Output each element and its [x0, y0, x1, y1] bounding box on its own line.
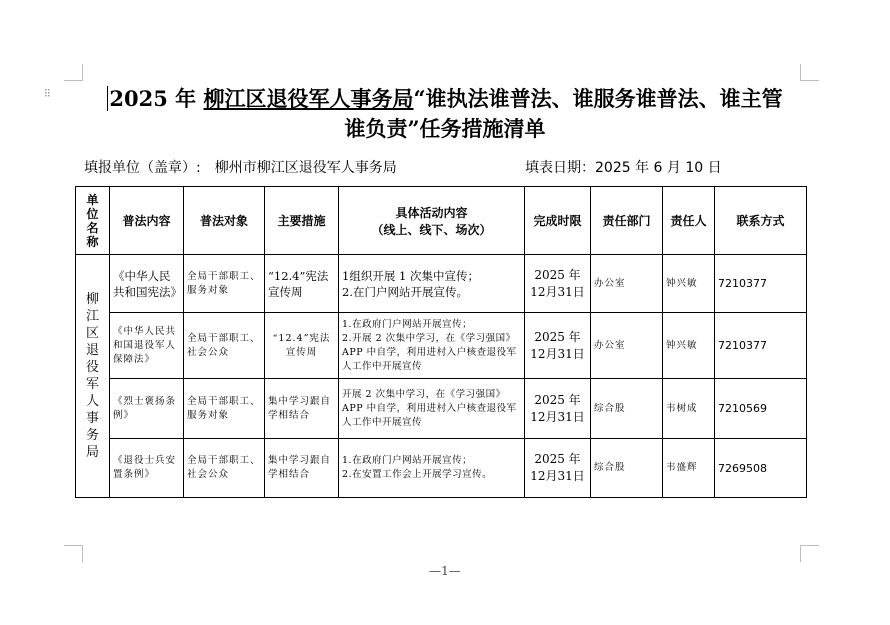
title-org: 柳江区退役军人事务局: [203, 86, 414, 111]
dept-cell: 办公室: [591, 255, 663, 313]
dept-cell: 综合股: [591, 379, 663, 439]
header-contact: 联系方式: [715, 187, 807, 255]
title-line2: 谁负责”任务措施清单: [344, 116, 546, 141]
table-row: [76, 313, 807, 379]
person-cell: 韦盛辉: [663, 439, 715, 498]
contact-cell: 7210569: [715, 379, 807, 439]
target-cell: 全局干部职工、服务对象: [184, 379, 265, 439]
deadline-cell: 2025 年 12月31日: [525, 379, 591, 439]
title-line1-rest: “谁执法谁普法、谁服务谁普法、谁主管: [413, 86, 783, 111]
drag-handle-icon[interactable]: ⁝⁝: [44, 86, 50, 100]
activity-cell: 1.在政府门户网站开展宣传； 2.在安置工作会上开展学习宣传。: [339, 439, 525, 498]
page-title: [80, 84, 810, 144]
header-target: 普法对象: [184, 187, 265, 255]
measure-cell: 集中学习跟自学相结合: [265, 439, 339, 498]
fill-date: 填表日期：2025 年 6 月 10 日: [525, 160, 722, 176]
page-number: —1—: [429, 564, 461, 578]
title-year: 2025 年: [109, 86, 197, 111]
header-content: 普法内容: [110, 187, 184, 255]
header-activity: 具体活动内容 （线上、线下、场次）: [339, 187, 525, 255]
person-cell: 韦树成: [663, 379, 715, 439]
content-cell: 《中华人民共和国宪法》: [110, 255, 184, 313]
task-table: [75, 186, 807, 498]
target-cell: 全局干部职工、社会公众: [184, 313, 265, 379]
crop-mark-top-left: [64, 64, 83, 81]
content-cell: 《中华人民共和国退役军人保障法》: [110, 313, 184, 379]
activity-cell: 1.在政府门户网站开展宣传； 2.开展 2 次集中学习，在《学习强国》APP 中自学，利用进村入户核查退役军人工作中开展宣传: [339, 313, 525, 379]
deadline-cell: 2025 年 12月31日: [525, 255, 591, 313]
deadline-cell: 2025 年 12月31日: [525, 313, 591, 379]
header-person: 责任人: [663, 187, 715, 255]
measure-cell: 集中学习跟自学相结合: [265, 379, 339, 439]
content-cell: 《退役士兵安置条例》: [110, 439, 184, 498]
header-dept: 责任部门: [591, 187, 663, 255]
table-row: [76, 255, 807, 313]
activity-cell: 1组织开展 1 次集中宣传； 2.在门户网站开展宣传。: [339, 255, 525, 313]
header-measure: 主要措施: [265, 187, 339, 255]
measure-cell: “12.4”宪法宣传周: [265, 255, 339, 313]
fill-unit: [84, 157, 397, 177]
contact-cell: 7210377: [715, 255, 807, 313]
fill-unit-label: 填报单位（盖章）:: [84, 160, 201, 176]
crop-mark-bottom-left: [64, 545, 83, 562]
contact-cell: 7269508: [715, 439, 807, 498]
person-cell: 钟兴敏: [663, 313, 715, 379]
activity-cell: 开展 2 次集中学习，在《学习强国》APP 中自学，利用进村入户核查退役军人工作中开展宣传: [339, 379, 525, 439]
target-cell: 全局干部职工、服务对象: [184, 255, 265, 313]
table-header-row: [76, 187, 807, 255]
target-cell: 全局干部职工、社会公众: [184, 439, 265, 498]
table-row: [76, 439, 807, 498]
measure-cell: “12.4”宪法宣传周: [265, 313, 339, 379]
contact-cell: 7210377: [715, 313, 807, 379]
dept-cell: 办公室: [591, 313, 663, 379]
fill-unit-value: 柳州市柳江区退役军人事务局: [214, 160, 397, 176]
table-row: [76, 379, 807, 439]
person-cell: 钟兴敏: [663, 255, 715, 313]
header-deadline: 完成时限: [525, 187, 591, 255]
header-unit: 单位名称: [76, 187, 110, 255]
crop-mark-top-right: [800, 64, 819, 81]
crop-mark-bottom-right: [800, 545, 819, 562]
content-cell: 《烈士褒扬条例》: [110, 379, 184, 439]
deadline-cell: 2025 年 12月31日: [525, 439, 591, 498]
dept-cell: 综合股: [591, 439, 663, 498]
unit-name-cell: 柳江区退役军人事务局: [76, 255, 110, 498]
